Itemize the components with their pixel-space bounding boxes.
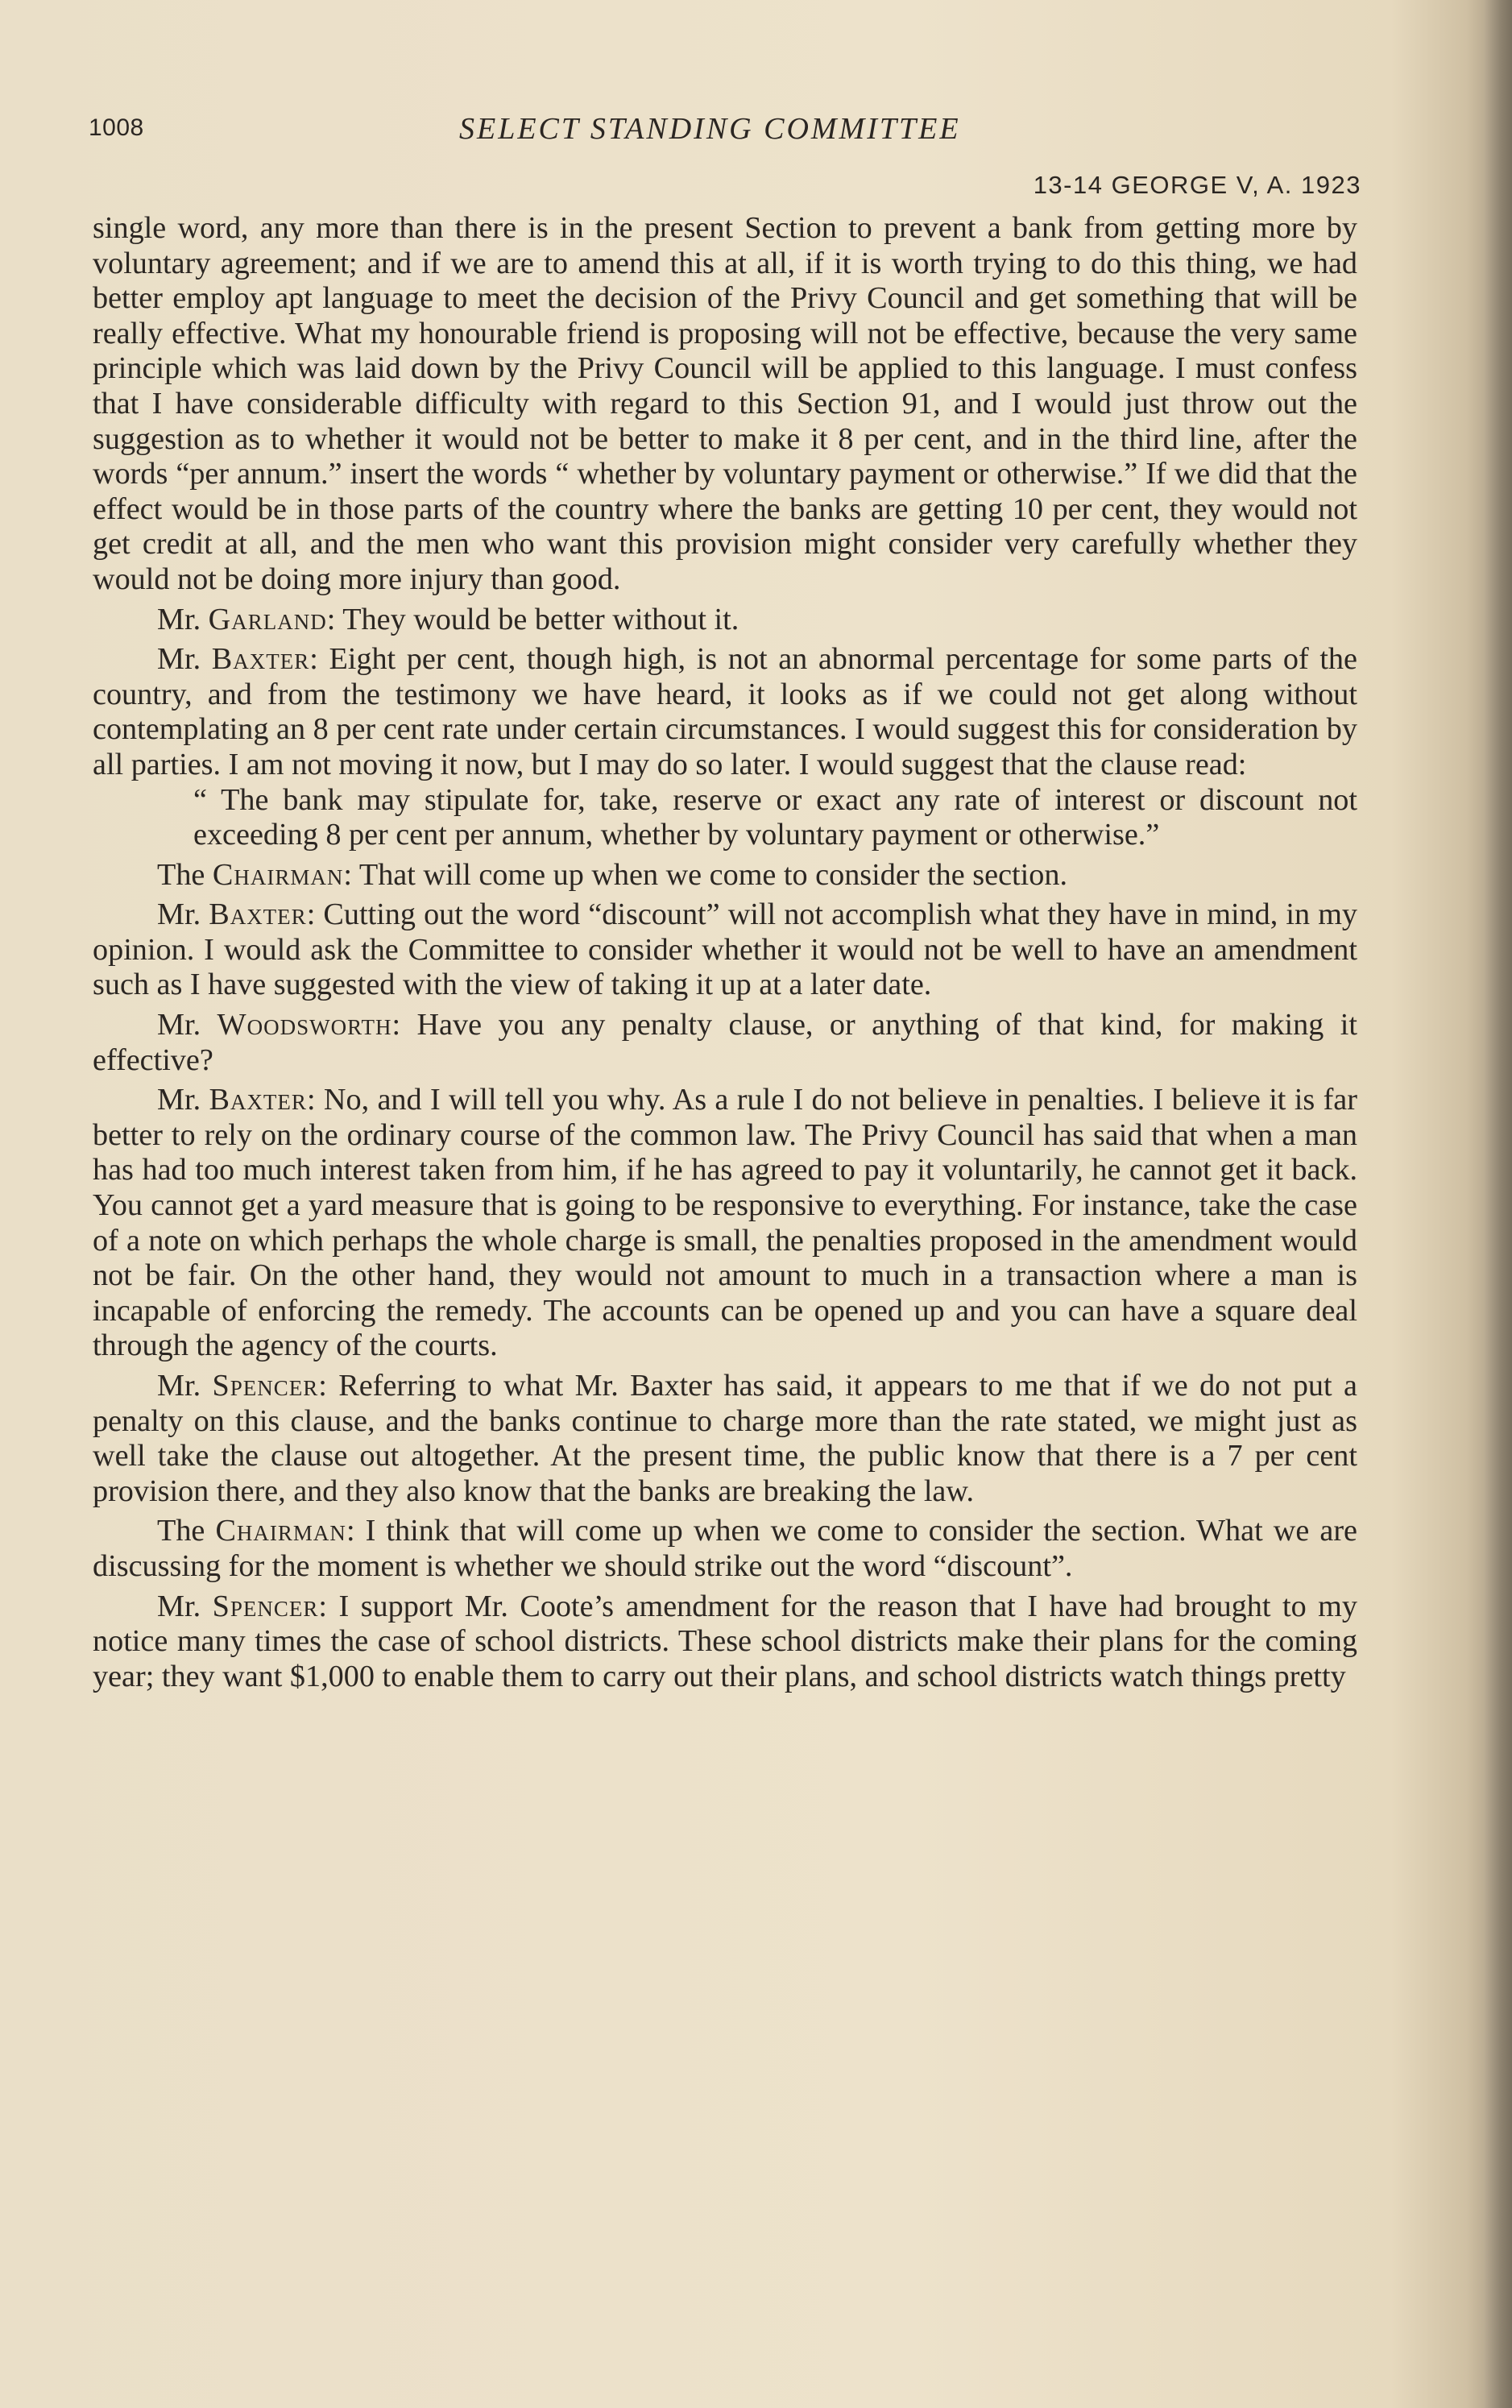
speaker-separator: : bbox=[318, 1589, 339, 1623]
quoted-clause-text: “ The bank may stipulate for, take, reserve or exact any rate of interest or discount not exceeding 8 per cent per annum, whether by voluntary payment or otherwise.” bbox=[193, 782, 1357, 852]
speech-text: No, and I will tell you why. As a rule I do not believe in penalties. I believe it is far better to rely on the ordinary course of the common law. The Privy Council has said that when a man has had too much interest taken from him, if he has agreed to pay it voluntarily, he cannot get it back. You cannot get a yard measure that is going to be responsive to everything. For instance, take the case of a note on which perhaps the whole charge is small, the penalties proposed in the amendment would not be fair. On the other hand, they would not amount to much in a transaction where a man is incapable of enforcing the remedy. The accounts can be opened up and you can have a square deal through the agency of the courts. bbox=[93, 1083, 1357, 1363]
page-header bbox=[89, 111, 1361, 199]
speech-baxter-3 bbox=[93, 1083, 1357, 1364]
speaker-separator: : bbox=[343, 857, 359, 892]
speaker-separator: : bbox=[391, 1008, 417, 1042]
speaker-name: Chairman bbox=[212, 857, 344, 892]
speech-spencer-1 bbox=[93, 1369, 1357, 1509]
speaker-prefix: The bbox=[157, 857, 213, 892]
speaker-prefix: The bbox=[157, 1514, 216, 1548]
speaker-prefix: Mr. bbox=[157, 642, 212, 677]
speech-garland bbox=[93, 603, 1357, 638]
speaker-name: Baxter bbox=[209, 897, 307, 932]
speech-text: They would be better without it. bbox=[342, 602, 739, 636]
quoted-clause bbox=[93, 783, 1357, 853]
speaker-prefix: Mr. bbox=[157, 1589, 213, 1623]
speaker-separator: : bbox=[306, 897, 324, 932]
speaker-separator: : bbox=[306, 1083, 324, 1117]
speaker-prefix: Mr. bbox=[157, 897, 209, 932]
speech-text: Have you any penalty clause, or anything of that kind, for making it effective? bbox=[93, 1008, 1357, 1077]
speech-baxter-1 bbox=[93, 642, 1357, 782]
speaker-separator: : bbox=[346, 1514, 366, 1548]
speech-woodsworth bbox=[93, 1008, 1357, 1078]
speaker-name: Garland bbox=[208, 602, 327, 636]
speaker-name: Chairman bbox=[215, 1514, 346, 1548]
speech-spencer-2 bbox=[93, 1589, 1357, 1695]
speaker-prefix: Mr. bbox=[157, 1008, 217, 1042]
speaker-prefix: Mr. bbox=[157, 1083, 209, 1117]
speaker-separator: : bbox=[309, 642, 329, 677]
speaker-prefix: Mr. bbox=[157, 602, 209, 636]
speaker-name: Woodsworth bbox=[217, 1008, 392, 1042]
book-spine-shadow bbox=[1485, 0, 1512, 2408]
speech-text: Cutting out the word “discount” will not accomplish what they have in mind, in my opinion. I would ask the Committee to consider whether it would not be well to have an amendment such as I have suggested with the view of taking it up at a later date. bbox=[93, 897, 1357, 1002]
speech-text: I support Mr. Coote’s amendment for the reason that I have had brought to my notice many times the case of school districts. These school districts make their plans for the coming year; they want $1,000 to enable them to carry out their plans, and school districts watch things pretty bbox=[93, 1589, 1357, 1693]
speech-text: Eight per cent, though high, is not an abnormal percentage for some parts of the country, and from the testimony we have heard, it looks as if we could not get along without contemplating an 8 per cent rate under certain circumstances. I would suggest this for consideration by all parties. I am not moving it now, but I may do so later. I would suggest that the clause read: bbox=[93, 642, 1357, 781]
speech-text: I think that will come up when we come to consider the section. What we are discussing for the moment is whether we should strike out the word “discount”. bbox=[93, 1514, 1357, 1583]
running-title: SELECT STANDING COMMITTEE bbox=[459, 112, 961, 146]
session-line: 13-14 GEORGE V, A. 1923 bbox=[1033, 171, 1361, 199]
opening-paragraph: single word, any more than there is in the present Section to prevent a bank from getting more by voluntary agreement; and if we are to amend this at all, if it is worth trying to do this thing, we had better employ apt language to meet the decision of the Privy Council and get something that will be really effective. What my honourable friend is proposing will not be effective, because the very same principle which was laid down by the Privy Council will be applied to this language. I must confess that I have considerable difficulty with regard to this Section 91, and I would just throw out the suggestion as to whether it would not be better to make it 8 per cent, and in the third line, after the words “per annum.” insert the words “ whether by voluntary payment or otherwise.” If we did that the effect would be in those parts of the country where the banks are getting 10 per cent, they would not get credit at all, and the men who want this provision might consider very carefully whether they would not be doing more injury than good. bbox=[93, 211, 1357, 596]
speaker-separator: : bbox=[326, 602, 343, 636]
body-text bbox=[93, 211, 1357, 1694]
speech-text: Referring to what Mr. Baxter has said, it appears to me that if we do not put a penalty on this clause, and the banks continue to charge more than the rate stated, we might just as well take the clause out altogether. At the present time, the public know that there is a 7 per cent provision there, and they also know that the banks are breaking the law. bbox=[93, 1369, 1357, 1508]
speaker-name: Baxter bbox=[209, 1083, 307, 1117]
page-number: 1008 bbox=[89, 114, 144, 141]
speech-chairman-2 bbox=[93, 1514, 1357, 1584]
speech-baxter-2 bbox=[93, 897, 1357, 1003]
speaker-name: Spencer bbox=[212, 1369, 319, 1403]
speaker-prefix: Mr. bbox=[157, 1369, 213, 1403]
speech-text: That will come up when we come to consider the section. bbox=[358, 857, 1067, 892]
speech-chairman-1 bbox=[93, 858, 1357, 893]
speaker-separator: : bbox=[318, 1369, 339, 1403]
speaker-name: Baxter bbox=[211, 642, 310, 677]
speaker-name: Spencer bbox=[212, 1589, 319, 1623]
